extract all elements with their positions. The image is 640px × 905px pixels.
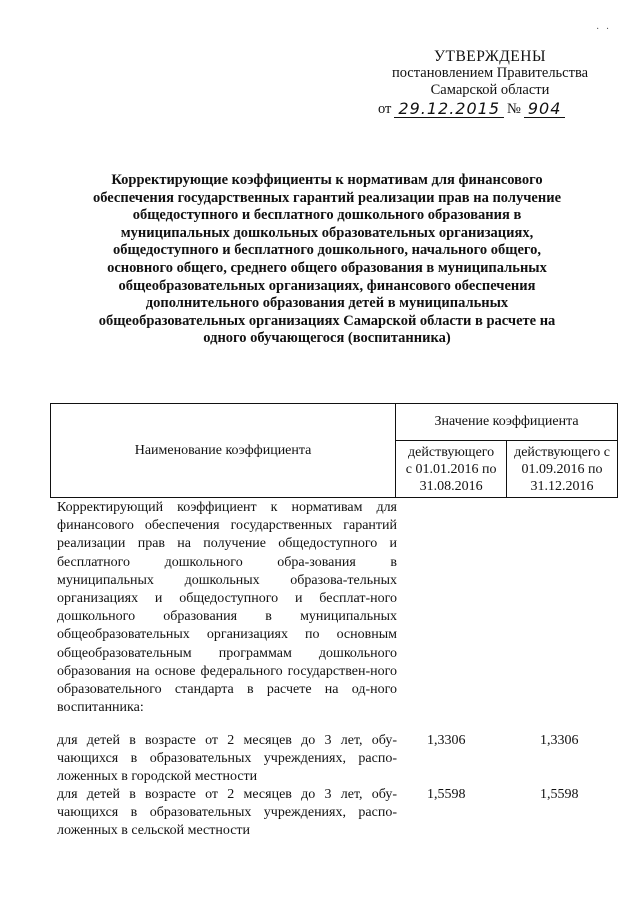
row-value-period-2: 1,3306 (540, 733, 579, 748)
period-2-line: 01.09.2016 по (521, 461, 603, 477)
coefficient-table-header (50, 403, 618, 498)
approval-date-row (370, 101, 610, 118)
approval-stamp (370, 48, 610, 118)
title-line: дополнительного образования детей в муниципальных (145, 295, 509, 312)
header-period-2 (507, 441, 618, 498)
period-1-line: 31.08.2016 (419, 478, 483, 494)
table-row (57, 732, 617, 786)
approval-line-2: Самарской области (430, 82, 550, 98)
period-1-line: с 01.01.2016 по (405, 461, 497, 477)
title-line: общеобразовательных организациях Самарской области в расчете на (98, 312, 556, 329)
title-line: Корректирующие коэффициенты к нормативам для финансового (111, 172, 543, 188)
title-line: основного общего, среднего общего образования в муниципальных (107, 259, 547, 276)
handwritten-number: 904 (524, 101, 566, 118)
period-1-line: действующего (408, 444, 495, 460)
table-row (57, 786, 617, 840)
title-line: одного обучающегося (воспитанника) (203, 330, 451, 347)
corner-mark: · · (596, 24, 612, 35)
header-coefficient-value: Значение коэффициента (396, 404, 618, 441)
approval-title: УТВЕРЖДЕНЫ (434, 48, 546, 65)
row-value-period-2: 1,5598 (540, 787, 579, 802)
approval-line-1: постановлением Правительства (391, 65, 589, 81)
period-2-line: 31.12.2016 (530, 478, 594, 494)
header-coefficient-name: Наименование коэффициента (51, 404, 396, 498)
title-line: общеобразовательных организациях, финансового обеспечения (118, 277, 536, 294)
date-prefix: от (378, 101, 392, 117)
coefficient-rows (57, 732, 617, 840)
header-period-1 (396, 441, 507, 498)
row-value-period-1: 1,5598 (427, 787, 466, 802)
row-value-period-1: 1,3306 (427, 733, 466, 748)
period-2-line: действующего с (514, 444, 610, 460)
row-description: для детей в возрасте от 2 месяцев до 3 лет, обу-чающихся в образовательных учреждениях, распо-ложенных в городской местности (57, 733, 397, 785)
title-line: муниципальных дошкольных образовательных организациях, (120, 224, 534, 241)
row-description: для детей в возрасте от 2 месяцев до 3 лет, обу-чающихся в образовательных учреждениях, распо-ложенных в сельской местности (57, 787, 397, 839)
title-line: общедоступного и бесплатного дошкольного образования в (132, 207, 522, 224)
handwritten-date: 29.12.2015 (394, 101, 504, 118)
section-text: Корректирующий коэффициент к нормативам для финансового обеспечения государственных гарантий реализации прав на получение общедоступного и бесплатного дошкольного обра-зования в муниципальных дошкольных образова-тельных организациях и общедоступного и бесплат-ного дошкольного образования в муниципальных общеобразовательных организациях по основным общеобразовательным программам дошкольного образования на основе федерального государствен-ного образовательного стандарта в расчете на од-ного воспитанника: (57, 500, 397, 716)
number-prefix: № (507, 101, 521, 117)
title-line: обеспечения государственных гарантий реализации прав на получение (92, 189, 561, 206)
document-title (88, 172, 566, 348)
title-line: общедоступного и бесплатного дошкольного, начального общего, (112, 242, 542, 259)
section-description (57, 499, 397, 717)
